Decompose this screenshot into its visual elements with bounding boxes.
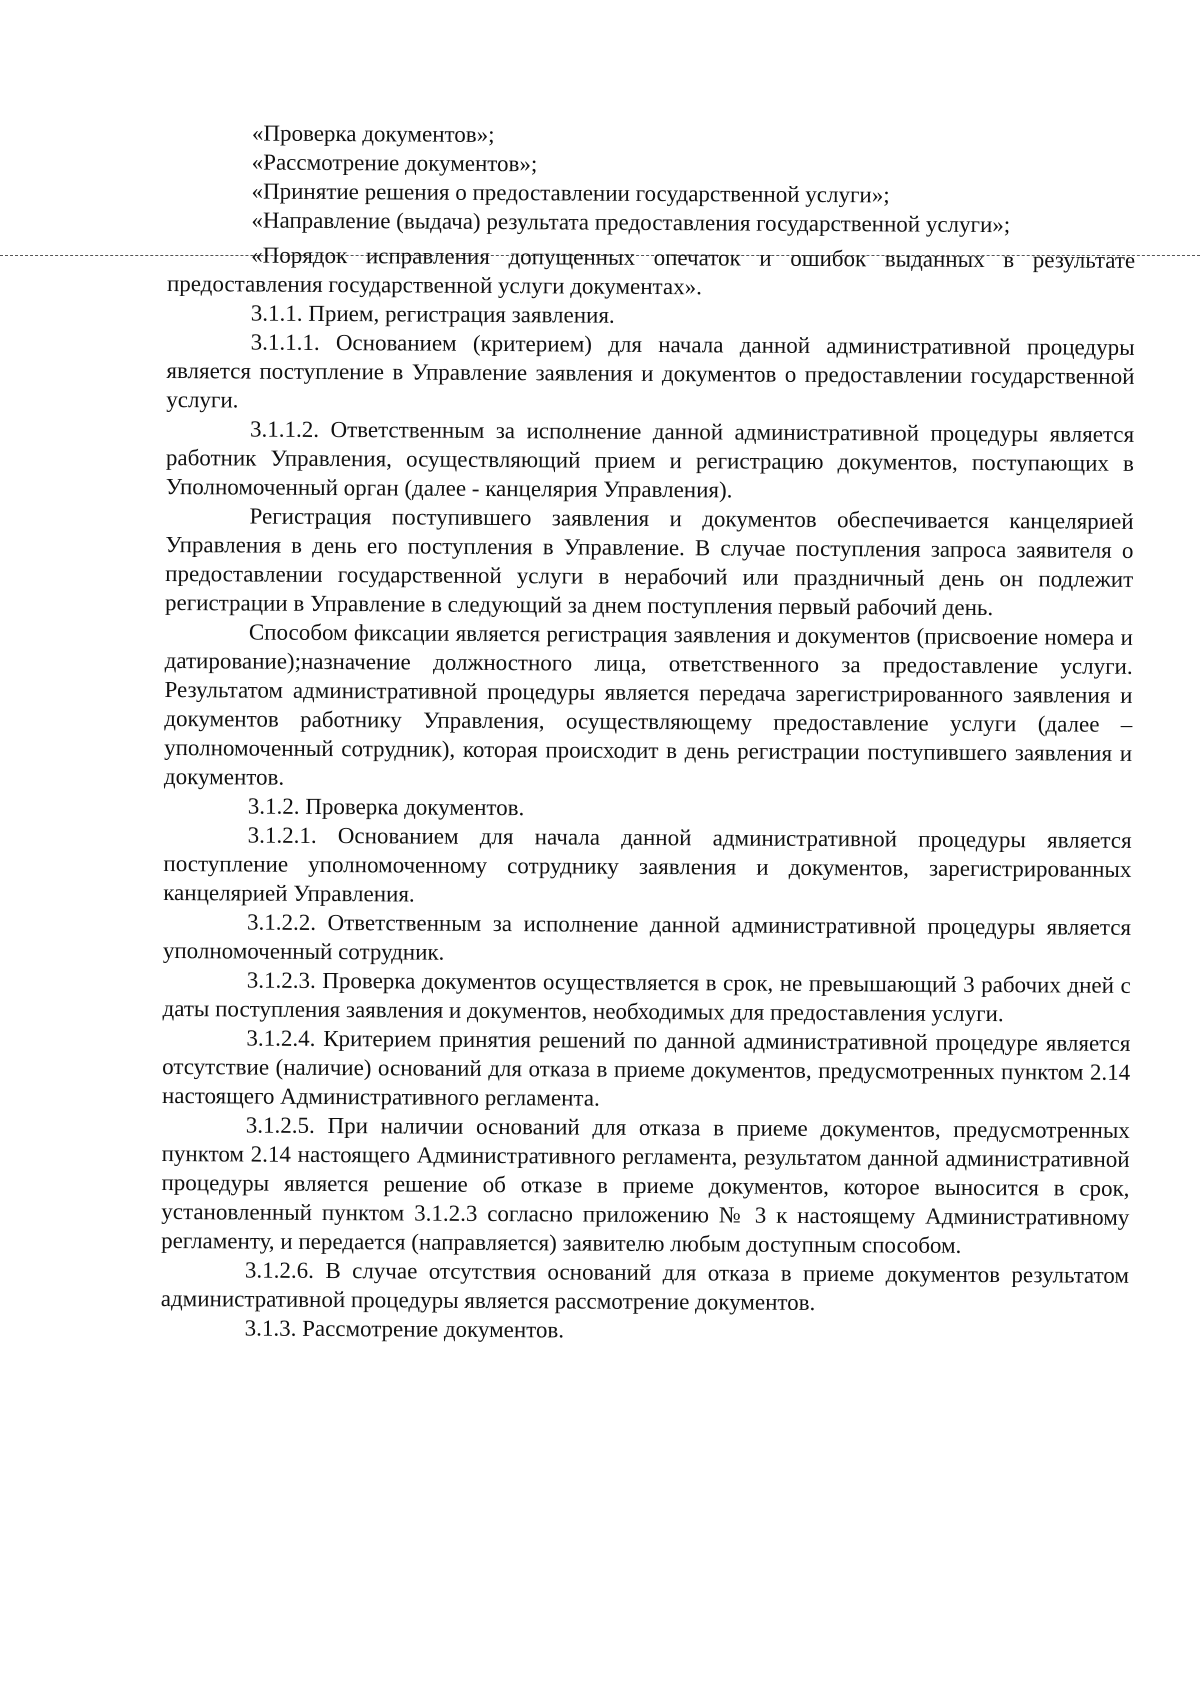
list-item: «Порядок исправления допущенных опечаток и ошибок выданных в результате предоставления государственной услуги документах». [166, 242, 1136, 300]
paragraph: 3.1.2.6. В случае отсутствия оснований для отказа в приеме документов результатом административной процедуры является рассмотрение документов. [160, 1257, 1130, 1315]
paragraph: 3.1.2.2. Ответственным за исполнение данной административной процедуры является уполномоченный сотрудник. [162, 909, 1132, 965]
document-body [161, 118, 1136, 1348]
paragraph: 3.1.1.1. Основанием (критерием) для начала данной административной процедуры является поступление в Управление заявления и документов о предоставлении государственной услуги. [166, 329, 1135, 413]
paragraph: 3.1.2.4. Критерием принятия решений по данной административной процедуре является отсутствие (наличие) оснований для отказа в приеме документов, предусмотренных пунктом 2.14 настоящего Административного регламента. [161, 1025, 1131, 1111]
list-item: «Принятие решения о предоставлении государственной услуги»; [251, 178, 890, 208]
paragraph: 3.1.2.3. Проверка документов осуществляется в срок, не превышающий 3 рабочих дней с даты поступления заявления и документов, необходимых для предоставления услуги. [162, 967, 1131, 1027]
paragraph: Способом фиксации является регистрация заявления и документов (присвоение номера и датирование);назначение должностного лица, ответственного за предоставление услуги. Результатом административной процедуры является передача зарегистрированного заявления и документов работнику Управления, осуществляющему предоставление услуги (далее – уполномоченный сотрудник), которая происходит в день регистрации поступившего заявления и документов. [163, 619, 1133, 790]
paragraph: 3.1.2.1. Основанием для начала данной административной процедуры является поступление уполномоченному сотруднику заявления и документов, зарегистрированных канцелярией Управления. [163, 822, 1132, 907]
section-heading: 3.1.3. Рассмотрение документов. [244, 1315, 565, 1343]
list-item: «Направление (выдача) результата предоставления государственной услуги»; [251, 207, 1011, 238]
section-heading: 3.1.2. Проверка документов. [247, 793, 525, 821]
paragraph: Регистрация поступившего заявления и документов обеспечивается канцелярией Управления в день его поступления в Управление. В случае поступления запроса заявителя о предоставлении государственной услуги в нерабочий или праздничный день он подлежит регистрации в Управление в следующий за днем поступления первый рабочий день. [164, 503, 1134, 621]
list-item: «Проверка документов»; [251, 120, 495, 147]
section-heading: 3.1.1. Прием, регистрация заявления. [250, 300, 615, 328]
list-item: «Рассмотрение документов»; [251, 149, 538, 177]
paragraph: 3.1.1.2. Ответственным за исполнение данной административной процедуры является работник Управления, осуществляющий прием и регистрацию документов, поступающих в Уполномоченный орган (далее - канцелярия Управления). [165, 416, 1135, 503]
paragraph: 3.1.2.5. При наличии оснований для отказа в приеме документов, предусмотренных пунктом 2.14 настоящего Административного регламента, результатом данной административной процедуры является решение об отказе в приеме документов, которое выносится в срок, установленный пунктом 3.1.2.3 согласно приложению № 3 к настоящему Административному регламенту, и передается (направляется) заявителю любым доступным способом. [161, 1112, 1130, 1258]
